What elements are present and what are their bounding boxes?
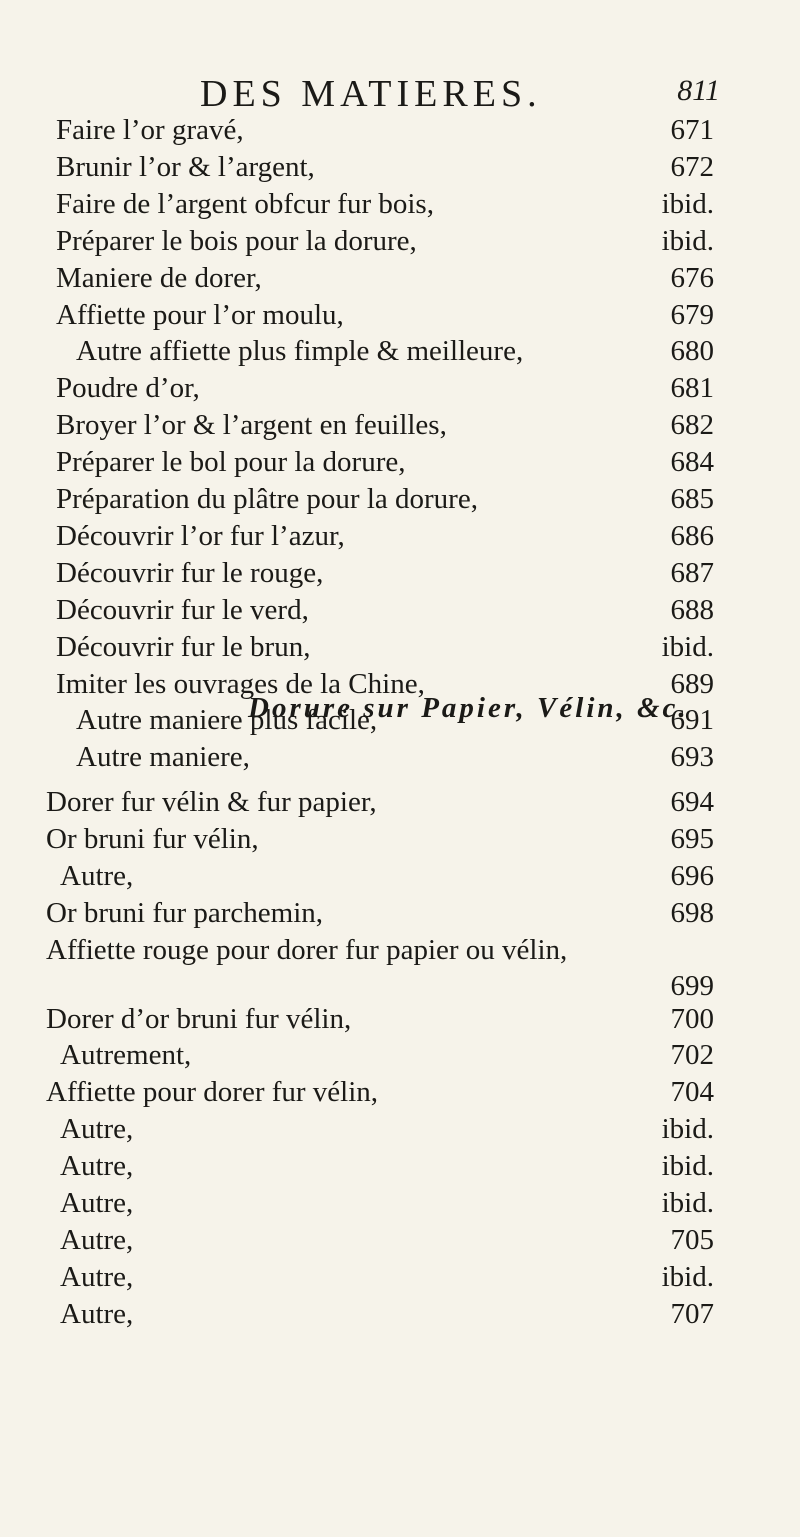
entry-page: 684 [670,446,714,479]
entry-page: ibid. [661,224,714,257]
entry-title: Poudre d’or, [56,372,200,405]
entry-title: Broyer l’or & l’argent en feuilles, [56,409,447,442]
entry-page: ibid. [661,1113,714,1146]
entry-title: Autre, [60,1260,134,1293]
entry-page: 688 [670,593,714,626]
entry-title: Découvrir fur le rouge, [56,556,324,589]
entry-page: 700 [670,1002,714,1035]
entry-title: Découvrir fur le brun, [56,630,311,663]
entry-title: Affiette pour dorer fur vélin, [46,1076,379,1109]
entry-title: Autre, [60,1223,134,1256]
index-entry [0,928,800,1003]
entry-page: 705 [670,1223,714,1256]
entry-title: Autre, [60,859,134,892]
entry-page: 691 [670,704,714,737]
entry-page: 687 [670,556,714,589]
entry-title: Autre maniere plus facile, [76,704,378,737]
entry-title: Faire de l’argent obfcur fur bois, [56,187,434,220]
entry-page: 695 [670,822,714,855]
entry-title: Autrement, [60,1039,192,1072]
index-entry [0,735,800,779]
entry-title: Imiter les ouvrages de la Chine, [56,667,425,700]
entry-title: Découvrir fur le verd, [56,593,309,626]
entry-page: ibid. [661,1260,714,1293]
entry-page: 694 [670,786,714,818]
entry-title: Affiette rouge pour dorer fur papier ou vélin, [46,933,568,966]
entry-page: 689 [670,667,714,700]
entry-title: Dorer fur vélin & fur papier, [46,786,377,818]
section-heading: Dorure sur Papier, Vélin, &c. [248,692,689,724]
entry-page: 686 [670,519,714,552]
entry-page: 693 [670,741,714,774]
running-title: DES MATIERES. [200,73,542,115]
entry-title: Découvrir l’or fur l’azur, [56,519,345,552]
entry-page: 696 [670,859,714,892]
entry-title: Autre, [60,1297,134,1330]
entry-page: 679 [670,298,714,331]
entry-title: Autre affiette plus fimple & meilleure, [76,335,524,368]
entry-title: Préparation du plâtre pour la dorure, [56,483,478,515]
entry-title: Dorer d’or bruni fur vélin, [46,1002,352,1035]
entry-page: 704 [670,1076,714,1109]
entry-page: 680 [670,335,714,368]
entry-page: 702 [670,1039,714,1072]
entry-page: 707 [670,1297,714,1330]
index-entry [0,1292,800,1336]
page-number: 811 [677,74,720,107]
entry-title: Autre, [60,1150,134,1183]
entry-page: 698 [670,896,714,929]
entry-title: Maniere de dorer, [56,261,262,294]
entry-title: Faire l’or gravé, [56,114,244,146]
entry-page: ibid. [661,187,714,220]
entry-page: ibid. [661,1150,714,1183]
entry-title: Brunir l’or & l’argent, [56,150,315,183]
entry-page: 699 [670,970,714,1003]
entry-page: ibid. [661,1187,714,1219]
entry-title: Or bruni fur parchemin, [46,896,324,929]
entry-title: Préparer le bol pour la dorure, [56,446,406,479]
entry-page: 676 [670,261,714,294]
entry-title: Autre, [60,1113,134,1146]
entry-page: 671 [670,114,714,146]
entry-page: 681 [670,372,714,405]
entry-title: Or bruni fur vélin, [46,822,259,855]
entry-page: 672 [670,150,714,183]
entry-title: Autre, [60,1187,134,1219]
entry-title: Autre maniere, [76,741,250,774]
entry-title: Affiette pour l’or moulu, [56,298,344,331]
entry-page: 682 [670,409,714,442]
entry-page: 685 [670,483,714,515]
entry-page: ibid. [661,630,714,663]
entry-title: Préparer le bois pour la dorure, [56,224,417,257]
